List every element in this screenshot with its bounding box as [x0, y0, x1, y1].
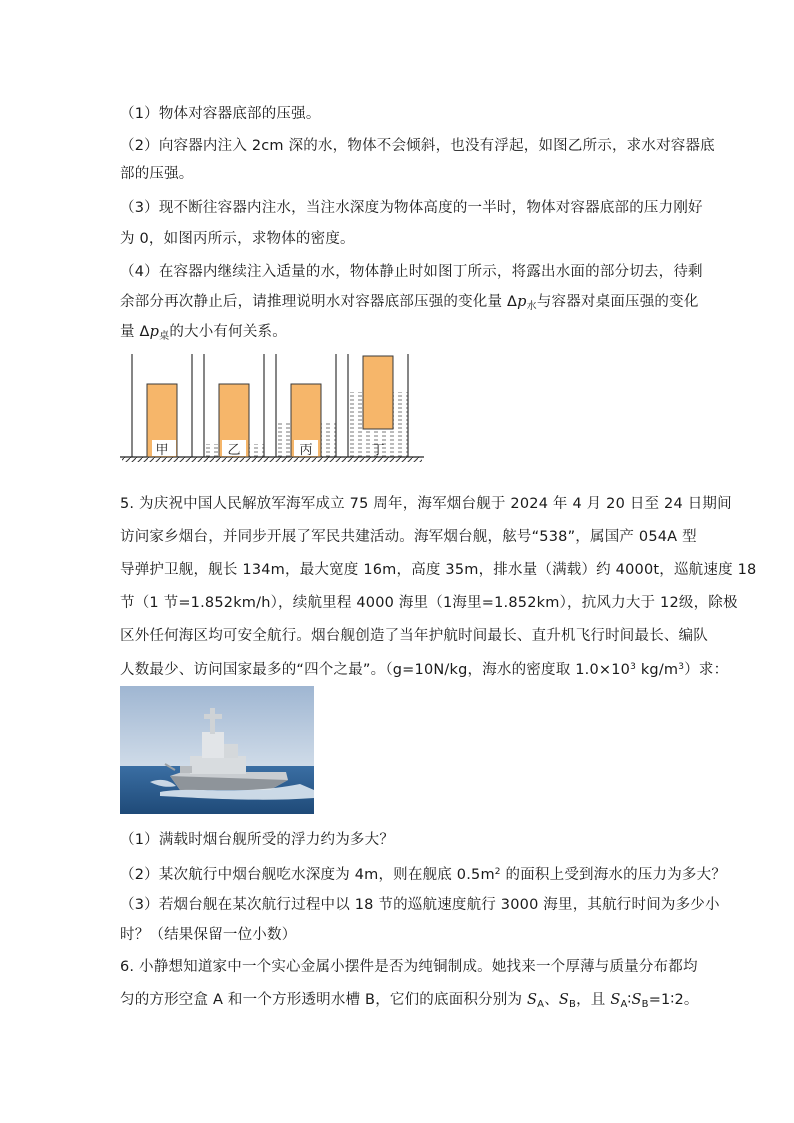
warship-photo	[120, 686, 314, 814]
block-ding	[363, 356, 393, 429]
q5-line1: 5. 为庆祝中国人民解放军海军成立 75 周年，海军烟台舰于 2024 年 4 月 20 日至 24 日期间	[120, 496, 732, 512]
q5-sub1: （1）满载时烟台舰所受的浮力约为多大？	[120, 832, 395, 848]
q5-line2: 访问家乡烟台，并同步开展了军民共建活动。海军烟台舰，舷号“538”，属国产 054A 型	[120, 529, 697, 545]
label-yi: 乙	[227, 443, 241, 458]
container-ding	[348, 354, 408, 457]
q5-line6: 人数最少、访问国家最多的“四个之最”。（g=10N/kg，海水的密度取 $1.0\times 10^3$ $kg/m^3$）求：	[120, 662, 729, 678]
q4-part3-line2: 为 0，如图丙所示，求物体的密度。	[120, 231, 355, 247]
q5-line3: 导弹护卫舰，舰长 134m，最大宽度 16m，高度 35m，排水量（满载）约 4000t，巡航速度 18	[120, 562, 757, 578]
label-ding: 丁	[371, 443, 385, 458]
q4-part2-line1: （2）向容器内注入 2cm 深的水，物体不会倾斜，也没有浮起，如图乙所示，求水对容器底	[120, 138, 715, 154]
q4-part4-line3: 量 $\Delta p_桌$的大小有何关系。	[120, 324, 287, 342]
q5-sub3-line1: （3）若烟台舰在某次航行过程中以 18 节的巡航速度航行 3000 海里，其航行时间为多少小	[120, 897, 720, 913]
q4-part1: （1）物体对容器底部的压强。	[120, 106, 321, 122]
q6-line2: 匀的方形空盒 A 和一个方形透明水槽 B，它们的底面积分别为 $S_A$、$S_B$，且 $S_A∶S_B=1∶2$。	[120, 992, 699, 1010]
container-figure	[118, 350, 430, 462]
q4-part2-line2: 部的压强。	[120, 166, 194, 182]
q4-part4-line2: 余部分再次静止后，请推理说明水对容器底部压强的变化量 $\Delta p_水$与容器对桌面压强的变化	[120, 294, 699, 312]
q4-part4-line1: （4）在容器内继续注入适量的水，物体静止时如图丁所示，将露出水面的部分切去，待剩	[120, 264, 703, 280]
q5-sub3-line2: 时？（结果保留一位小数）	[120, 927, 297, 943]
q5-sub2: （2）某次航行中烟台舰吃水深度为 4m，则在舰底 $0.5m^2$ 的面积上受到海水的压力为多大？	[120, 867, 727, 883]
q5-line4: 节（1 节=1.852km/h），续航里程 4000 海里（1海里=1.852km），抗风力大于 12级，除极	[120, 595, 738, 611]
label-bing: 丙	[299, 443, 313, 458]
q6-line1: 6. 小静想知道家中一个实心金属小摆件是否为纯铜制成。她找来一个厚薄与质量分布都均	[120, 959, 698, 975]
q5-line5: 区外任何海区均可安全航行。烟台舰创造了当年护航时间最长、直升机飞行时间最长、编队	[120, 628, 708, 644]
label-jia: 甲	[155, 443, 169, 458]
q4-part3-line1: （3）现不断往容器内注水，当注水深度为物体高度的一半时，物体对容器底部的压力刚好	[120, 200, 703, 216]
